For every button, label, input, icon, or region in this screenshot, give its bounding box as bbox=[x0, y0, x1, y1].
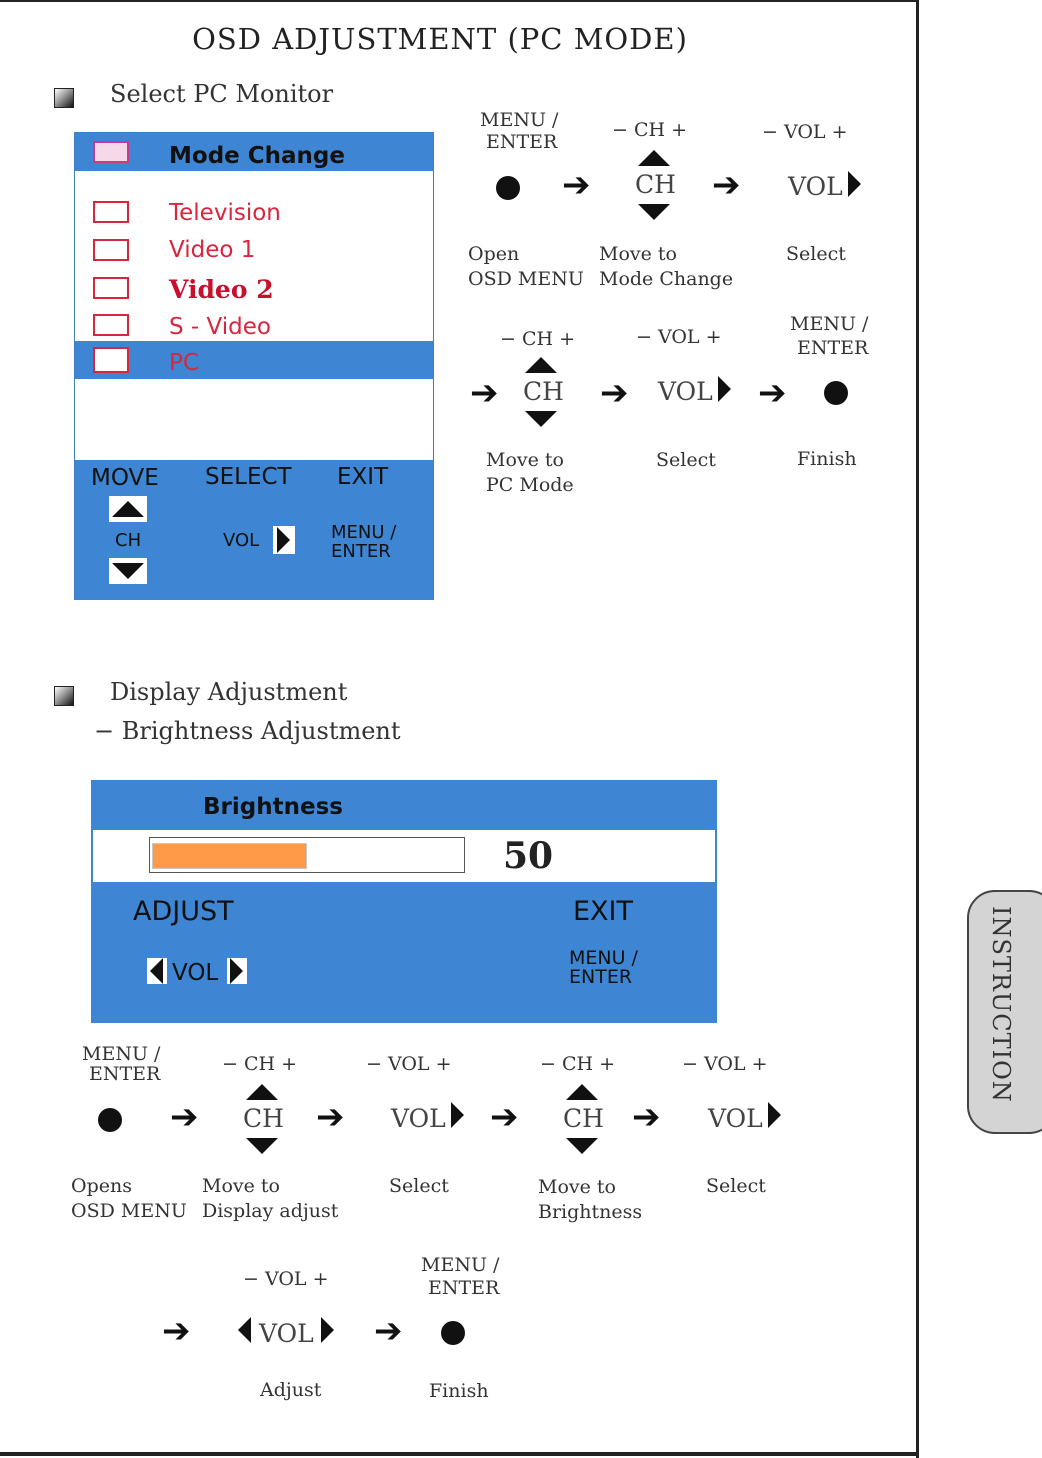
footer-move-label: MOVE bbox=[91, 465, 159, 491]
ch-up-icon bbox=[525, 357, 557, 373]
right-arrow-icon: ➔ bbox=[162, 1311, 191, 1351]
ch-down-icon bbox=[525, 411, 557, 427]
f3-desc3: Select bbox=[389, 1175, 449, 1197]
mode-item-television[interactable]: Television bbox=[169, 200, 281, 226]
right-arrow-icon: ➔ bbox=[632, 1097, 661, 1137]
osd2-vol-label: VOL bbox=[172, 960, 219, 986]
exit-label: EXIT bbox=[573, 896, 634, 927]
menu-button-icon bbox=[824, 381, 848, 405]
vol-right-icon bbox=[451, 1102, 464, 1128]
section-bullet-icon bbox=[54, 686, 74, 706]
brightness-slider[interactable] bbox=[149, 837, 465, 873]
f3-ch2-range: − CH + bbox=[540, 1053, 616, 1075]
flow1-desc1a: Open bbox=[468, 243, 520, 265]
vcr-icon bbox=[93, 277, 129, 299]
f4-vol-label: VOL bbox=[259, 1319, 314, 1348]
vcr-icon bbox=[93, 314, 129, 336]
flow2-vol-range: − VOL + bbox=[636, 326, 722, 348]
flow1-enter-label: ENTER bbox=[486, 131, 558, 153]
flow2-menu-label: MENU / bbox=[790, 313, 869, 335]
f3-ch-range: − CH + bbox=[222, 1053, 298, 1075]
page-title: OSD ADJUSTMENT (PC MODE) bbox=[192, 22, 688, 56]
section-subheading-brightness: − Brightness Adjustment bbox=[94, 717, 401, 745]
flow2-enter-label: ENTER bbox=[797, 337, 869, 359]
osd2-menu-label: MENU / bbox=[569, 947, 638, 969]
osd-header-title: Mode Change bbox=[169, 143, 345, 169]
section-heading-select-pc: Select PC Monitor bbox=[110, 80, 334, 108]
f4-vol-range: − VOL + bbox=[243, 1268, 329, 1290]
f3-desc4a: Move to bbox=[538, 1176, 616, 1198]
flow1-menu-label: MENU / bbox=[480, 109, 559, 131]
brightness-osd bbox=[91, 780, 717, 1023]
brightness-slider-fill bbox=[152, 843, 307, 869]
f3-desc2a: Move to bbox=[202, 1175, 280, 1197]
footer-exit-label: EXIT bbox=[337, 464, 389, 490]
ch-down-icon bbox=[638, 204, 670, 220]
f4-desc1: Adjust bbox=[260, 1379, 322, 1401]
vol-left-box bbox=[147, 958, 167, 984]
flow1-vol-label: VOL bbox=[788, 172, 843, 201]
f3-desc1b: OSD MENU bbox=[71, 1200, 187, 1222]
vol-right-icon bbox=[321, 1317, 334, 1343]
flow2-ch-label: CH bbox=[523, 377, 564, 406]
page-border-bottom bbox=[0, 1452, 919, 1456]
right-arrow-icon: ➔ bbox=[170, 1097, 199, 1137]
ch-up-icon bbox=[566, 1084, 598, 1100]
side-tab-label: INSTRUCTION bbox=[987, 906, 1015, 1103]
vol-right-box bbox=[227, 958, 247, 984]
f3-vol2-range: − VOL + bbox=[682, 1053, 768, 1075]
right-arrow-icon: ➔ bbox=[316, 1097, 345, 1137]
vol-right-icon bbox=[848, 171, 861, 197]
mode-item-video2[interactable]: Video 2 bbox=[169, 275, 274, 304]
ch-up-icon bbox=[638, 150, 670, 166]
flow2-desc1b: PC Mode bbox=[486, 474, 574, 496]
f4-desc2: Finish bbox=[429, 1380, 489, 1402]
flow1-desc1b: OSD MENU bbox=[468, 268, 584, 290]
menu-button-icon bbox=[441, 1321, 465, 1345]
vol-right-box bbox=[273, 526, 295, 554]
flow1-vol-range: − VOL + bbox=[762, 121, 848, 143]
flow2-desc3: Finish bbox=[797, 448, 857, 470]
vol-right-icon bbox=[718, 376, 731, 402]
mode-item-video1[interactable]: Video 1 bbox=[169, 237, 256, 263]
footer-ch-label: CH bbox=[115, 530, 142, 551]
flow1-desc2b: Mode Change bbox=[599, 268, 734, 290]
f3-desc4b: Brightness bbox=[538, 1201, 643, 1223]
footer-enter-label: ENTER bbox=[331, 541, 391, 562]
ch-down-icon bbox=[566, 1138, 598, 1154]
flow2-desc1a: Move to bbox=[486, 449, 564, 471]
f4-enter-label: ENTER bbox=[428, 1277, 500, 1299]
menu-button-icon bbox=[496, 176, 520, 200]
down-arrow-box bbox=[109, 558, 147, 584]
footer-vol-label: VOL bbox=[223, 530, 260, 551]
pc-icon bbox=[93, 347, 129, 373]
right-arrow-icon: ➔ bbox=[490, 1097, 519, 1137]
flow1-ch-range: − CH + bbox=[612, 119, 688, 141]
right-arrow-icon: ➔ bbox=[562, 165, 591, 205]
section-heading-display: Display Adjustment bbox=[110, 678, 348, 706]
f3-vol2-label: VOL bbox=[708, 1104, 763, 1133]
f3-desc1a: Opens bbox=[71, 1175, 132, 1197]
page-border-top bbox=[0, 0, 919, 2]
brightness-value: 50 bbox=[503, 835, 554, 877]
right-arrow-icon: ➔ bbox=[470, 373, 499, 413]
menu-button-icon bbox=[98, 1108, 122, 1132]
flow1-desc3: Select bbox=[786, 243, 846, 265]
keyboard-icon bbox=[93, 141, 129, 163]
ch-up-icon bbox=[246, 1084, 278, 1100]
flow1-desc2a: Move to bbox=[599, 243, 677, 265]
right-arrow-icon: ➔ bbox=[600, 373, 629, 413]
f3-vol-label: VOL bbox=[391, 1104, 446, 1133]
f3-desc2b: Display adjust bbox=[202, 1200, 339, 1222]
adjust-label: ADJUST bbox=[133, 896, 234, 927]
f3-vol-range: − VOL + bbox=[366, 1053, 452, 1075]
f4-menu-label: MENU / bbox=[421, 1254, 500, 1276]
f3-menu-label: MENU / bbox=[82, 1043, 161, 1065]
brightness-header-title: Brightness bbox=[203, 794, 343, 820]
instruction-side-tab[interactable] bbox=[967, 890, 1042, 1134]
flow2-desc2: Select bbox=[656, 449, 716, 471]
f3-enter-label: ENTER bbox=[89, 1063, 161, 1085]
flow2-ch-range: − CH + bbox=[500, 328, 576, 350]
up-arrow-box bbox=[109, 496, 147, 522]
osd2-enter-label: ENTER bbox=[569, 966, 633, 988]
mode-item-svideo[interactable]: S - Video bbox=[169, 314, 271, 340]
vol-right-icon bbox=[768, 1102, 781, 1128]
mode-item-pc[interactable]: PC bbox=[169, 350, 199, 376]
flow2-vol-label: VOL bbox=[658, 377, 713, 406]
footer-select-label: SELECT bbox=[205, 464, 292, 490]
section-bullet-icon bbox=[54, 88, 74, 108]
page-border-right bbox=[916, 0, 919, 1458]
f3-desc5: Select bbox=[706, 1175, 766, 1197]
right-arrow-icon: ➔ bbox=[712, 165, 741, 205]
vcr-icon bbox=[93, 239, 129, 261]
ch-down-icon bbox=[246, 1138, 278, 1154]
footer-menu-label: MENU / bbox=[331, 522, 397, 543]
vol-left-icon bbox=[238, 1317, 251, 1343]
f3-ch-label: CH bbox=[243, 1104, 284, 1133]
f3-ch2-label: CH bbox=[563, 1104, 604, 1133]
osd-footer bbox=[75, 460, 433, 600]
mode-change-osd bbox=[74, 132, 434, 600]
right-arrow-icon: ➔ bbox=[374, 1311, 403, 1351]
flow1-ch-label: CH bbox=[635, 170, 676, 199]
tv-icon bbox=[93, 201, 129, 223]
right-arrow-icon: ➔ bbox=[758, 373, 787, 413]
